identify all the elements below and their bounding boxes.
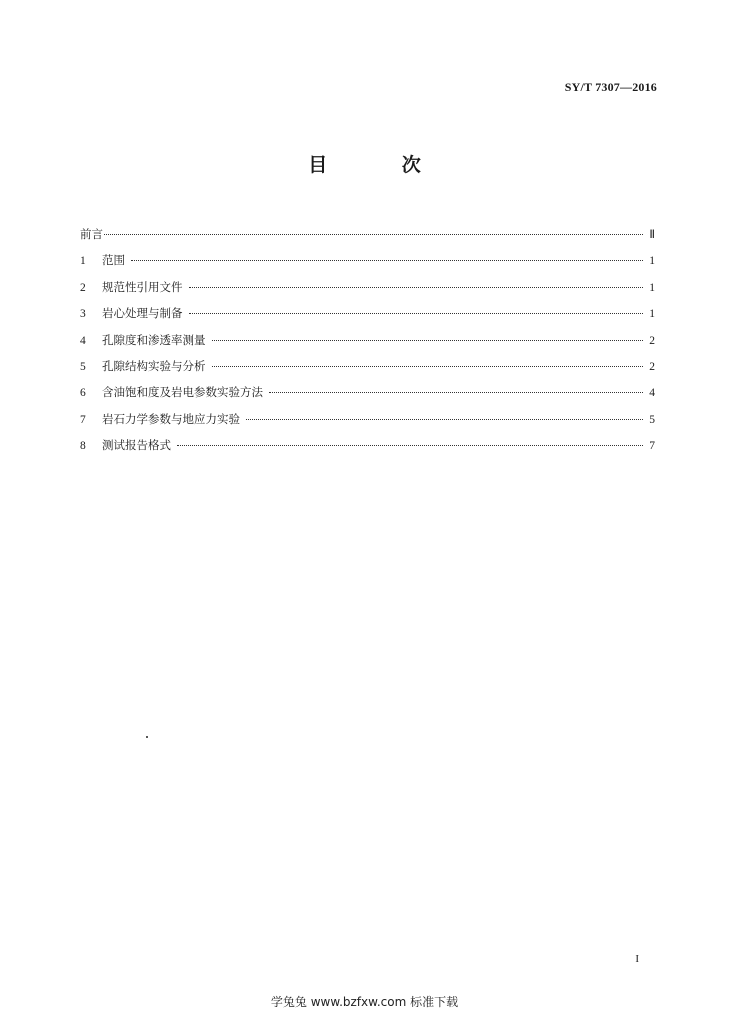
toc-entry[interactable] [80, 300, 655, 326]
toc-entry[interactable] [80, 327, 655, 353]
footer-watermark: 学兔兔 www.bzfxw.com 标准下载 [270, 995, 459, 1009]
toc-entry-page: 2 [649, 334, 655, 347]
table-of-contents [80, 221, 655, 459]
toc-entry[interactable] [80, 406, 655, 432]
toc-leader-dots [177, 445, 643, 446]
toc-leader-dots [189, 313, 644, 314]
toc-entry-page: 2 [649, 360, 655, 373]
toc-entry-page: 1 [649, 281, 655, 294]
standard-code: SY/T 7307—2016 [564, 80, 657, 94]
toc-entry-label: 前言 [80, 227, 103, 241]
toc-entry-label: 含油饱和度及岩电参数实验方法 [102, 385, 263, 400]
scan-speck [146, 736, 148, 738]
toc-leader-dots [131, 260, 643, 261]
toc-leader-dots [189, 287, 644, 288]
toc-entry[interactable] [80, 432, 655, 458]
toc-entry[interactable] [80, 247, 655, 273]
toc-leader-dots [246, 419, 643, 420]
toc-entry-number: 1 [80, 255, 86, 268]
toc-leader-dots [269, 392, 643, 393]
toc-entry-number: 2 [80, 281, 86, 294]
toc-entry-label: 规范性引用文件 [102, 279, 183, 294]
toc-entry-label: 范围 [102, 253, 125, 268]
toc-entry-number: 8 [80, 440, 86, 453]
toc-entry-page: 7 [649, 440, 655, 453]
toc-entry[interactable] [80, 353, 655, 379]
toc-entry-label: 孔隙度和渗透率测量 [102, 332, 206, 347]
toc-entry-page: 5 [649, 413, 655, 426]
page-number: I [635, 953, 639, 965]
toc-entry-number: 5 [80, 360, 86, 373]
toc-entry-label: 岩心处理与制备 [102, 306, 183, 321]
toc-entry-number: 6 [80, 387, 86, 400]
toc-entry[interactable] [80, 379, 655, 405]
toc-entry-page: 1 [649, 255, 655, 268]
toc-leader-dots [212, 366, 644, 367]
toc-entry-label: 岩石力学参数与地应力实验 [102, 411, 240, 426]
toc-entry-page: Ⅱ [649, 229, 655, 241]
toc-title: 目 次 [308, 154, 455, 176]
toc-entry-number: 4 [80, 334, 86, 347]
toc-entry-number: 7 [80, 413, 86, 426]
toc-entry-preface[interactable] [80, 221, 655, 247]
toc-entry-label: 测试报告格式 [102, 438, 171, 453]
toc-entry-page: 4 [649, 387, 655, 400]
toc-entry-page: 1 [649, 308, 655, 321]
toc-leader-dots [104, 234, 643, 235]
toc-entry[interactable] [80, 274, 655, 300]
toc-entry-label: 孔隙结构实验与分析 [102, 358, 206, 373]
toc-leader-dots [212, 340, 644, 341]
toc-entry-number: 3 [80, 308, 86, 321]
